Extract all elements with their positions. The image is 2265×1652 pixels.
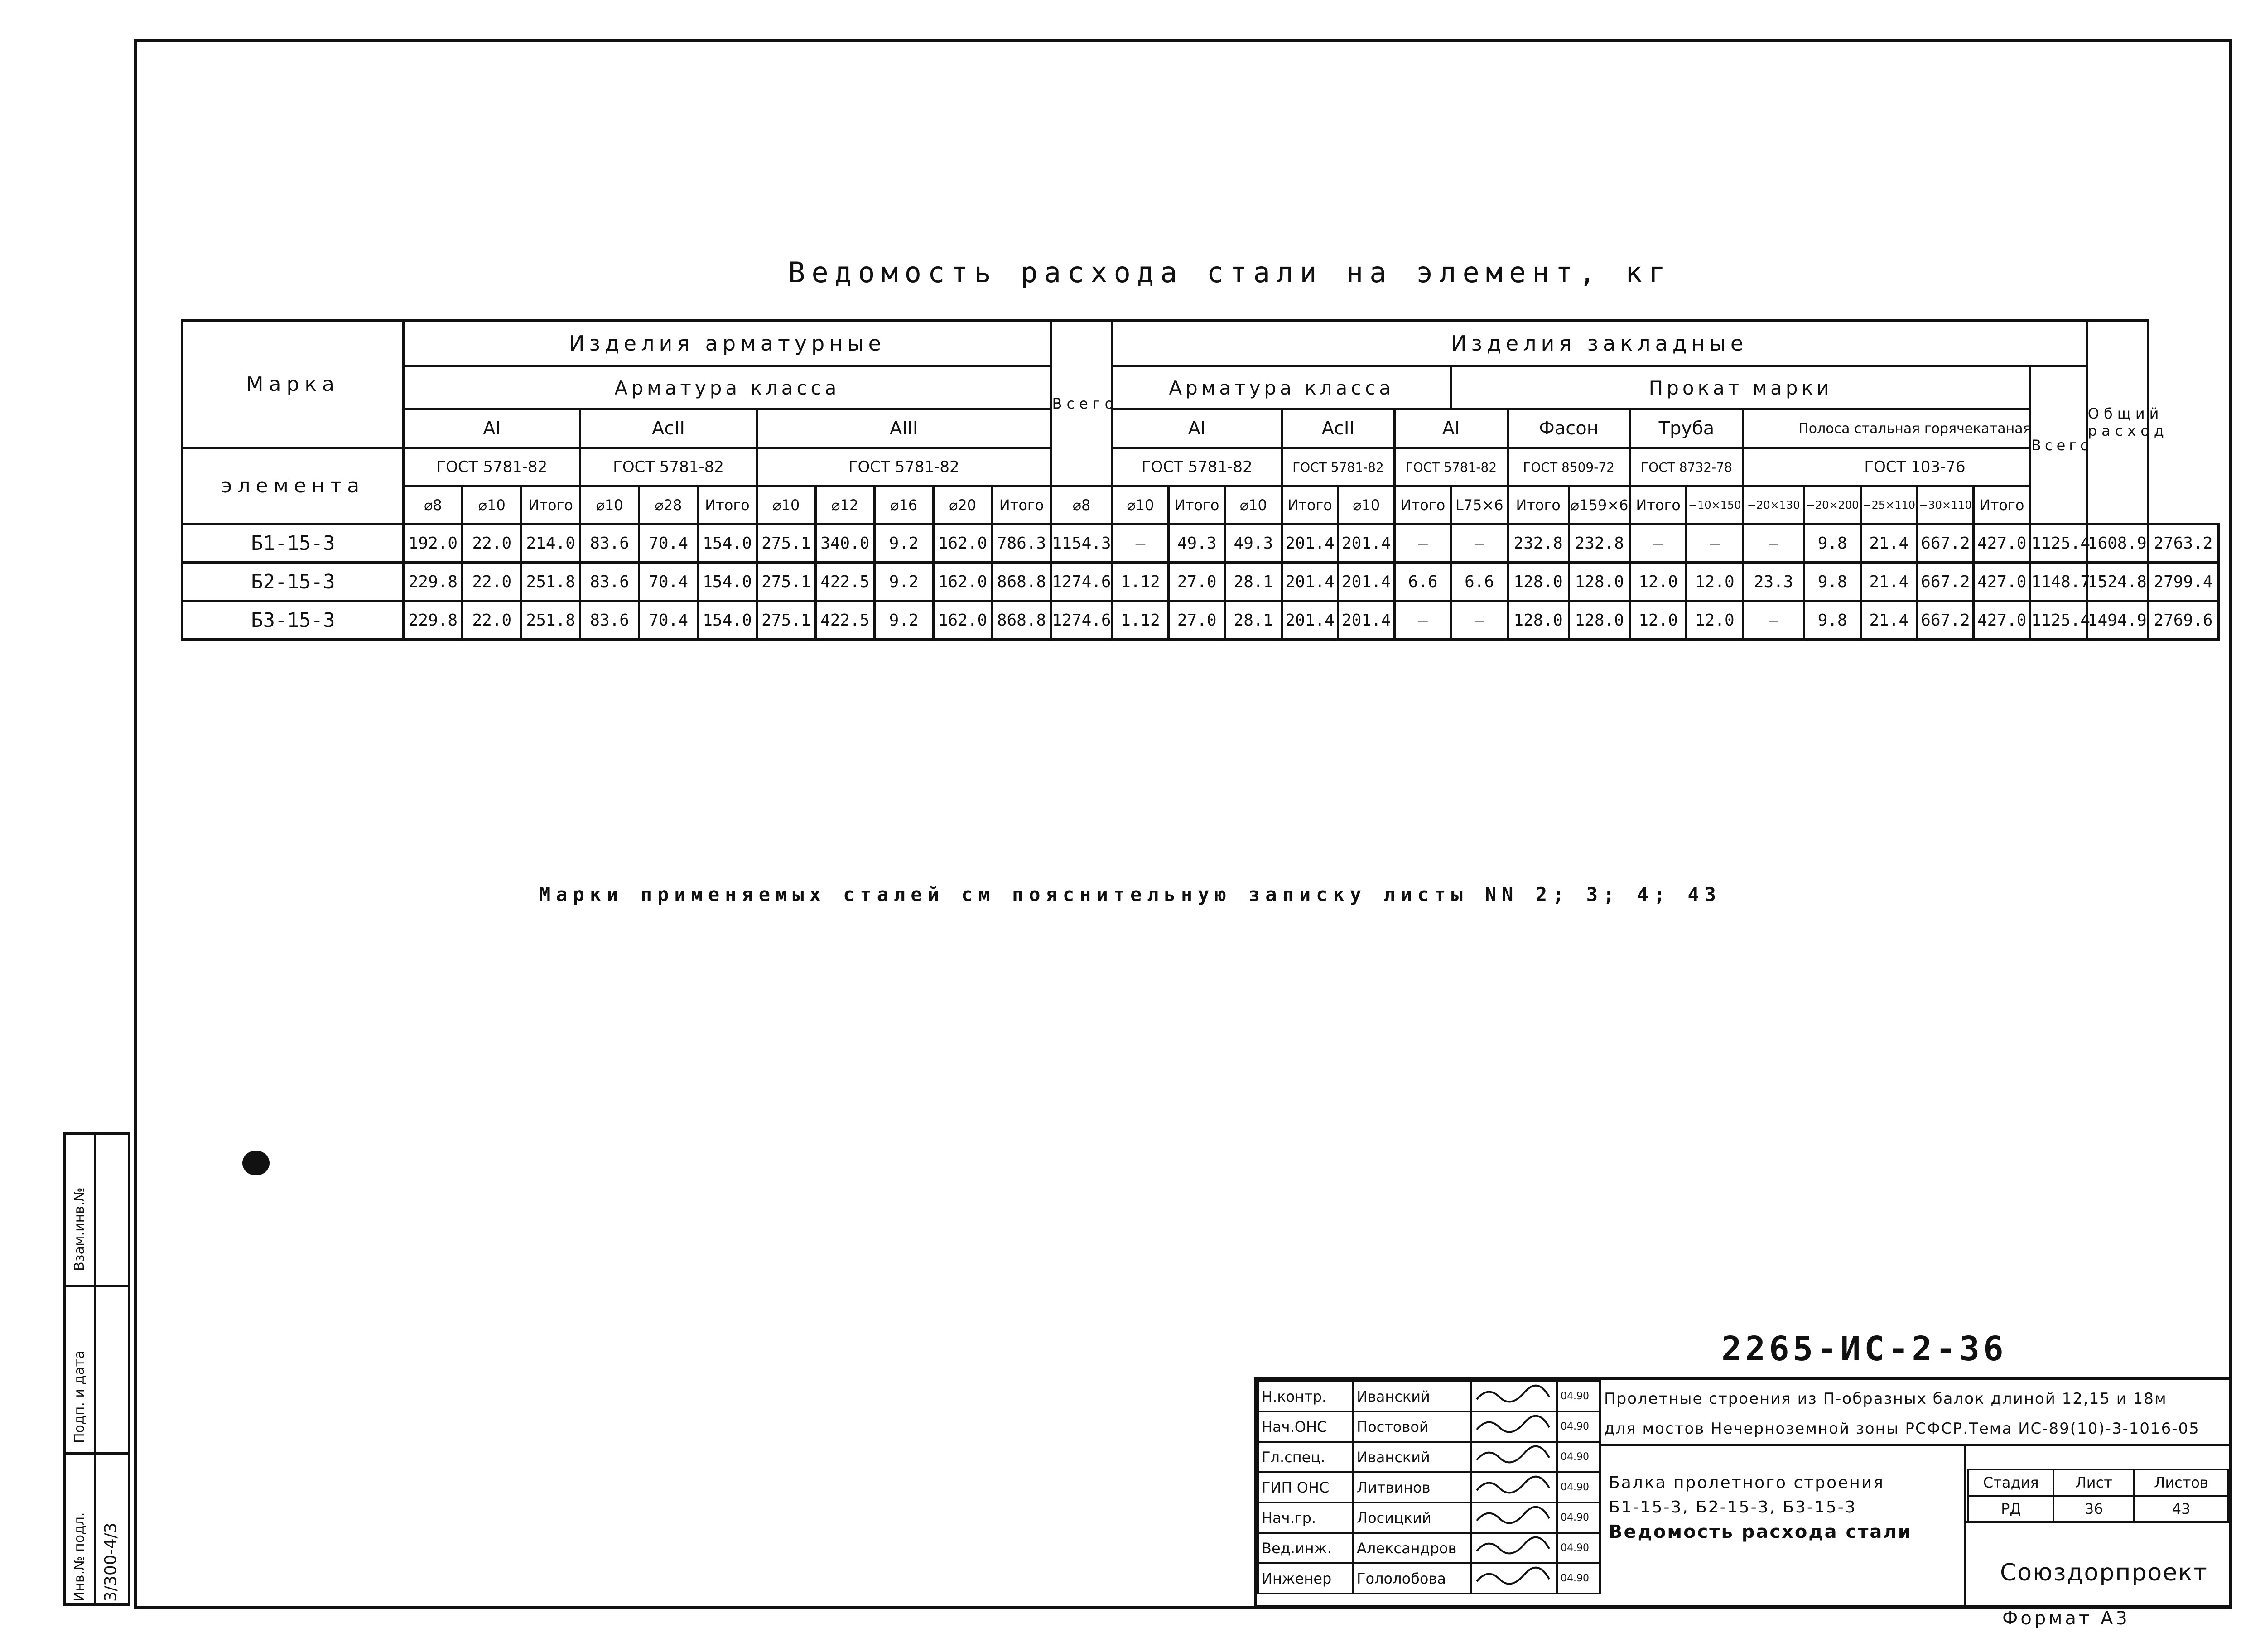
signature-date: 04.90 xyxy=(1557,1503,1600,1533)
emb-arm-class-header: Арматура класса xyxy=(1112,366,1451,409)
title-block xyxy=(1254,1377,2232,1608)
diam-header: ⌀10 xyxy=(580,486,639,524)
class-polosa: Полоса стальная горячекатаная xyxy=(1743,409,2087,448)
handwritten-signature xyxy=(1475,1444,1552,1467)
table-row xyxy=(183,601,2219,640)
table-cell: 21.4 xyxy=(1860,601,1917,640)
signature-date: 04.90 xyxy=(1557,1381,1600,1411)
gost-polosa: ГОСТ 103-76 xyxy=(1743,448,2087,486)
signature-row xyxy=(1258,1442,1600,1472)
table-cell: 22.0 xyxy=(463,563,521,601)
table-cell: 23.3 xyxy=(1743,563,1804,601)
stage-label: Стадия xyxy=(1968,1469,2053,1496)
signature xyxy=(1471,1411,1557,1442)
table-cell: 201.4 xyxy=(1338,563,1395,601)
table-cell: — xyxy=(1743,524,1804,563)
signature-date: 04.90 xyxy=(1557,1563,1600,1594)
table-cell: — xyxy=(1687,524,1743,563)
table-cell: 1494.9 xyxy=(2087,601,2148,640)
arm-class-header: Арматура класса xyxy=(404,366,1051,409)
table-cell: 9.2 xyxy=(874,601,933,640)
signatory-role: Нач.ОНС xyxy=(1258,1411,1353,1442)
overall-header: Общий расход xyxy=(2087,321,2148,524)
steel-table xyxy=(181,319,2220,641)
table-cell: 49.3 xyxy=(1225,524,1282,563)
signature-row xyxy=(1258,1381,1600,1411)
signatory-name: Постовой xyxy=(1353,1411,1471,1442)
diam-header: ⌀12 xyxy=(815,486,874,524)
mark-header: Марка xyxy=(183,321,404,448)
arm-group-header: Изделия арматурные xyxy=(404,321,1051,366)
diam-header: L75×6 xyxy=(1451,486,1508,524)
table-cell: 2763.2 xyxy=(2148,524,2218,563)
table-row xyxy=(183,563,2219,601)
table-cell: 28.1 xyxy=(1225,601,1282,640)
gost-truba: ГОСТ 8732-78 xyxy=(1630,448,1743,486)
diam-header: ⌀159×6 xyxy=(1569,486,1630,524)
table-cell: 22.0 xyxy=(463,601,521,640)
table-cell: 128.0 xyxy=(1508,601,1569,640)
class-a1: АI xyxy=(404,409,580,448)
gost-e-a1: ГОСТ 5781-82 xyxy=(1112,448,1282,486)
document-number: 2265-ИС-2-36 xyxy=(1721,1329,2007,1368)
table-cell: 22.0 xyxy=(463,524,521,563)
table-cell: 275.1 xyxy=(757,601,815,640)
diam-header: ⌀8 xyxy=(1051,486,1112,524)
table-cell: 6.6 xyxy=(1451,563,1508,601)
table-cell: 9.8 xyxy=(1804,524,1861,563)
table-cell: 6.6 xyxy=(1395,563,1451,601)
table-cell: 27.0 xyxy=(1169,563,1225,601)
table-cell: 214.0 xyxy=(521,524,580,563)
class-fason: Фасон xyxy=(1508,409,1630,448)
gost-e-a1b: ГОСТ 5781-82 xyxy=(1395,448,1508,486)
table-cell: 70.4 xyxy=(639,563,698,601)
table-cell: 1.12 xyxy=(1112,601,1169,640)
diam-header: ⌀16 xyxy=(874,486,933,524)
table-cell: 667.2 xyxy=(1917,524,1974,563)
sign-label: Подп. и дата xyxy=(72,1350,87,1443)
handwritten-signature xyxy=(1475,1505,1552,1527)
ink-blot xyxy=(242,1151,270,1175)
table-cell: 201.4 xyxy=(1338,524,1395,563)
table-cell: 128.0 xyxy=(1569,601,1630,640)
signature xyxy=(1471,1533,1557,1563)
handwritten-signature xyxy=(1475,1414,1552,1436)
diam-header: −20×130 xyxy=(1743,486,1804,524)
diam-header: Итого xyxy=(1282,486,1338,524)
table-cell: 83.6 xyxy=(580,563,639,601)
table-cell: 12.0 xyxy=(1687,563,1743,601)
table-cell: 275.1 xyxy=(757,524,815,563)
inv-label: Инв.№ подл. xyxy=(72,1512,87,1602)
class-a3: АIII xyxy=(757,409,1051,448)
table-cell: 83.6 xyxy=(580,524,639,563)
sheets-label: Листов xyxy=(2134,1469,2228,1496)
table-cell: — xyxy=(1112,524,1169,563)
class-e-a1: АI xyxy=(1112,409,1282,448)
arm-total-header: Всего xyxy=(1051,321,1112,486)
gost-ac2: ГОСТ 5781-82 xyxy=(580,448,757,486)
table-cell: 422.5 xyxy=(815,601,874,640)
table-cell: 154.0 xyxy=(698,524,757,563)
table-cell: 232.8 xyxy=(1569,524,1630,563)
emb-total-header: Всего xyxy=(2030,366,2087,524)
table-cell: 70.4 xyxy=(639,601,698,640)
table-cell: 667.2 xyxy=(1917,563,1974,601)
table-cell: 1608.9 xyxy=(2087,524,2148,563)
table-cell: 251.8 xyxy=(521,601,580,640)
signatory-name: Иванский xyxy=(1353,1442,1471,1472)
table-cell: 21.4 xyxy=(1860,524,1917,563)
table-cell: 275.1 xyxy=(757,563,815,601)
signatures-table xyxy=(1257,1380,1601,1594)
table-cell: 28.1 xyxy=(1225,563,1282,601)
rolled-header: Прокат марки xyxy=(1451,366,2030,409)
table-cell: 201.4 xyxy=(1282,563,1338,601)
table-cell: 427.0 xyxy=(1974,524,2030,563)
table-cell: 232.8 xyxy=(1508,524,1569,563)
mark-header-2: элемента xyxy=(183,448,404,524)
signature xyxy=(1471,1563,1557,1594)
table-cell: 427.0 xyxy=(1974,563,2030,601)
table-cell: — xyxy=(1395,524,1451,563)
diam-header: Итого xyxy=(521,486,580,524)
table-cell: 162.0 xyxy=(933,601,992,640)
signature xyxy=(1471,1503,1557,1533)
table-cell: 2769.6 xyxy=(2148,601,2218,640)
table-cell: 1274.6 xyxy=(1051,563,1112,601)
element-mark: Б2-15-3 xyxy=(183,563,404,601)
sheet-value: 36 xyxy=(2053,1496,2134,1522)
signature xyxy=(1471,1381,1557,1411)
signature-date: 04.90 xyxy=(1557,1472,1600,1503)
table-cell: 154.0 xyxy=(698,563,757,601)
table-cell: — xyxy=(1451,601,1508,640)
signature xyxy=(1471,1472,1557,1503)
table-cell: — xyxy=(1630,524,1687,563)
stamp-divider xyxy=(1600,1444,2232,1446)
signatory-role: ГИП ОНС xyxy=(1258,1472,1353,1503)
vzam-label: Взам.инв.№ xyxy=(72,1187,87,1271)
diam-header: ⌀10 xyxy=(1225,486,1282,524)
table-cell: 1.12 xyxy=(1112,563,1169,601)
signature-row xyxy=(1258,1563,1600,1594)
table-cell: — xyxy=(1743,601,1804,640)
handwritten-signature xyxy=(1475,1565,1552,1588)
table-cell: 868.8 xyxy=(992,601,1051,640)
side-stamp xyxy=(63,1132,130,1606)
table-cell: 1125.4 xyxy=(2030,524,2087,563)
signature-row xyxy=(1258,1411,1600,1442)
diam-header: ⌀10 xyxy=(463,486,521,524)
table-cell: 1524.8 xyxy=(2087,563,2148,601)
diam-header: Итого xyxy=(1508,486,1569,524)
stage-table xyxy=(1967,1469,2229,1523)
element-mark: Б1-15-3 xyxy=(183,524,404,563)
table-cell: 2799.4 xyxy=(2148,563,2218,601)
table-cell: 427.0 xyxy=(1974,601,2030,640)
signatory-role: Нач.гр. xyxy=(1258,1503,1353,1533)
organization: Союздорпроект xyxy=(2000,1559,2208,1586)
table-cell: 162.0 xyxy=(933,563,992,601)
table-cell: 27.0 xyxy=(1169,601,1225,640)
table-cell: 12.0 xyxy=(1630,601,1687,640)
table-cell: 1125.4 xyxy=(2030,601,2087,640)
table-cell: 340.0 xyxy=(815,524,874,563)
class-e-ac2: АсII xyxy=(1282,409,1394,448)
diam-header: ⌀28 xyxy=(639,486,698,524)
diam-header: Итого xyxy=(1630,486,1687,524)
table-cell: 192.0 xyxy=(404,524,463,563)
sheet-label: Лист xyxy=(2053,1469,2134,1496)
stage-value: РД xyxy=(1968,1496,2053,1522)
table-cell: 70.4 xyxy=(639,524,698,563)
sheet-title: Балка пролетного строения Б1-15-3, Б2-15-3, Б3-15-3 Ведомость расхода стали xyxy=(1609,1474,1912,1542)
class-ac2: АсII xyxy=(580,409,757,448)
table-cell: 83.6 xyxy=(580,601,639,640)
handwritten-signature xyxy=(1475,1383,1552,1406)
emb-group-header: Изделия закладные xyxy=(1112,321,2087,366)
diam-header: Итого xyxy=(698,486,757,524)
table-cell: 162.0 xyxy=(933,524,992,563)
table-cell: 786.3 xyxy=(992,524,1051,563)
gost-a1: ГОСТ 5781-82 xyxy=(404,448,580,486)
signatory-role: Инженер xyxy=(1258,1563,1353,1594)
table-cell: 49.3 xyxy=(1169,524,1225,563)
stamp-divider xyxy=(1964,1521,2231,1523)
table-cell: 201.4 xyxy=(1338,601,1395,640)
table-cell: 1274.6 xyxy=(1051,601,1112,640)
table-cell: 229.8 xyxy=(404,563,463,601)
table-cell: 868.8 xyxy=(992,563,1051,601)
handwritten-signature xyxy=(1475,1474,1552,1497)
diam-header: Итого xyxy=(1974,486,2030,524)
signatory-name: Иванский xyxy=(1353,1381,1471,1411)
element-mark: Б3-15-3 xyxy=(183,601,404,640)
signatory-name: Александров xyxy=(1353,1533,1471,1563)
format-label: Формат А3 xyxy=(2002,1608,2130,1629)
diam-header: ⌀10 xyxy=(1112,486,1169,524)
table-cell: 1148.7 xyxy=(2030,563,2087,601)
inv-value: 3/300-4/3 xyxy=(101,1522,120,1602)
diam-header: ⌀8 xyxy=(404,486,463,524)
table-cell: 9.8 xyxy=(1804,601,1861,640)
signature-row xyxy=(1258,1533,1600,1563)
table-cell: 1154.3 xyxy=(1051,524,1112,563)
table-cell: 422.5 xyxy=(815,563,874,601)
class-truba: Труба xyxy=(1630,409,1743,448)
table-title: Ведомость расхода стали на элемент, кг xyxy=(788,256,1672,289)
signature-date: 04.90 xyxy=(1557,1411,1600,1442)
signatory-name: Гололобова xyxy=(1353,1563,1471,1594)
diam-header: Итого xyxy=(992,486,1051,524)
gost-a3: ГОСТ 5781-82 xyxy=(757,448,1051,486)
table-cell: — xyxy=(1451,524,1508,563)
table-cell: 12.0 xyxy=(1630,563,1687,601)
signatory-name: Лосицкий xyxy=(1353,1503,1471,1533)
diam-header: −30×110 xyxy=(1917,486,1974,524)
table-cell: 21.4 xyxy=(1860,563,1917,601)
diam-header: Итого xyxy=(1395,486,1451,524)
diam-header: ⌀10 xyxy=(1338,486,1395,524)
table-cell: 667.2 xyxy=(1917,601,1974,640)
signatory-role: Н.контр. xyxy=(1258,1381,1353,1411)
table-cell: 128.0 xyxy=(1569,563,1630,601)
gost-e-ac2: ГОСТ 5781-82 xyxy=(1282,448,1394,486)
sheets-value: 43 xyxy=(2134,1496,2228,1522)
gost-fason: ГОСТ 8509-72 xyxy=(1508,448,1630,486)
class-e-a1b: АI xyxy=(1395,409,1508,448)
handwritten-signature xyxy=(1475,1535,1552,1558)
table-cell: 9.2 xyxy=(874,563,933,601)
signature-row xyxy=(1258,1472,1600,1503)
diam-header: −10×150 xyxy=(1687,486,1743,524)
signatory-role: Гл.спец. xyxy=(1258,1442,1353,1472)
table-cell: 201.4 xyxy=(1282,524,1338,563)
signatory-name: Литвинов xyxy=(1353,1472,1471,1503)
table-cell: 251.8 xyxy=(521,563,580,601)
signatory-role: Вед.инж. xyxy=(1258,1533,1353,1563)
table-cell: 229.8 xyxy=(404,601,463,640)
table-row xyxy=(183,524,2219,563)
table-cell: 9.8 xyxy=(1804,563,1861,601)
diam-header: −20×200 xyxy=(1804,486,1861,524)
table-cell: 201.4 xyxy=(1282,601,1338,640)
steel-grades-note: Марки применяемых сталей см пояснительную записку листы NN 2; 3; 4; 43 xyxy=(539,883,1722,905)
signature-date: 04.90 xyxy=(1557,1533,1600,1563)
project-title: Пролетные строения из П-образных балок длиной 12,15 и 18м для мостов Нечерноземной зоны РСФСР.Тема ИС-89(10)-3-1016-05 xyxy=(1604,1390,2200,1438)
diam-header: −25×110 xyxy=(1860,486,1917,524)
table-cell: 9.2 xyxy=(874,524,933,563)
table-cell: 128.0 xyxy=(1508,563,1569,601)
table-cell: 12.0 xyxy=(1687,601,1743,640)
table-cell: — xyxy=(1395,601,1451,640)
signature xyxy=(1471,1442,1557,1472)
diam-header: ⌀20 xyxy=(933,486,992,524)
signature-row xyxy=(1258,1503,1600,1533)
diam-header: ⌀10 xyxy=(757,486,815,524)
diam-header: Итого xyxy=(1169,486,1225,524)
signature-date: 04.90 xyxy=(1557,1442,1600,1472)
table-cell: 154.0 xyxy=(698,601,757,640)
